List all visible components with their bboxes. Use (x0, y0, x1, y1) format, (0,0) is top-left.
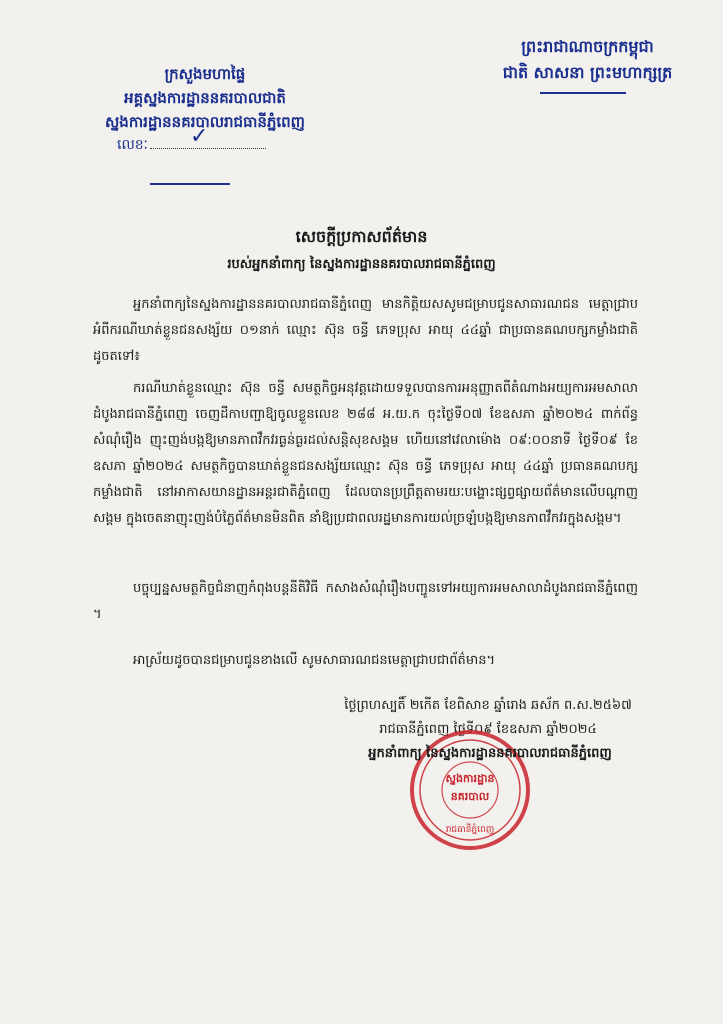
kingdom-header (470, 34, 705, 86)
kingdom-divider (540, 92, 626, 94)
kingdom-line-1: ព្រះរាជាណាចក្រកម្ពុជា (521, 37, 654, 56)
document-subtitle: របស់អ្នកនាំពាក្យ នៃស្នងការដ្ឋាននគរបាលរាជធានីភ្នំពេញ (227, 257, 496, 272)
paragraph-2: ករណីឃាត់ខ្លួនឈ្មោះ ស៊ុន ចន្ធី សមត្ថកិច្ចអនុវត្តដោយទទួលបានការអនុញ្ញាតពីតំណាងអយ្យការអមសាលាដំបូងរាជធានីភ្នំពេញ ចេញដីកាបញ្ជាឱ្យចូលខ្លួនលេខ ២៨៨ អ.យ.ក ចុះថ្ងៃទី០៧ ខែឧសភា ឆ្នាំ២០២៤ ពាក់ព័ន្ធសំណុំរឿង ញុះញង់បង្កឱ្យមានភាពវឹកវរធ្ងន់ធ្ងរដល់សន្តិសុខសង្គម ហើយនៅវេលាម៉ោង ០៩:០០នាទី ថ្ងៃទី០៩ ខែឧសភា ឆ្នាំ២០២៤ សមត្ថកិច្ចបានឃាត់ខ្លួនជនសង្ស័យឈ្មោះ ស៊ុន ចន្ធី ភេទប្រុស អាយុ ៤៤ឆ្នាំ ប្រធានគណបក្សកម្លាំងជាតិ នៅអាកាសយានដ្ឋានអន្តរជាតិភ្នំពេញ ដែលបានប្រព្រឹត្តតាមរយៈបង្ហោះផ្សព្វផ្សាយព័ត៌មានលើបណ្តាញសង្គម ក្នុងចេតនាញុះញង់បំភ្លៃព័ត៌មានមិនពិត នាំឱ្យប្រជាពលរដ្ឋមានការយល់ច្រឡំបង្កឱ្យមានភាពវឹកវរក្នុងសង្គម។ (93, 381, 638, 526)
ministry-line-3: ស្នងការដ្ឋាននគរបាលរាជធានីភ្នំពេញ (105, 113, 305, 131)
paragraph-4: អាស្រ័យដូចបានជម្រាបជូនខាងលើ សូមសាធារណជនមេត្តាជ្រាបជាព័ត៌មាន។ (133, 653, 496, 668)
check-mark-icon: ✓ (189, 124, 209, 149)
date-solar: រាជធានីភ្នំពេញ ថ្ងៃទី០៩ ខែឧសភា ឆ្នាំ២០២៤ (379, 722, 597, 737)
document-title: សេចក្តីប្រកាសព័ត៌មាន (295, 227, 428, 246)
reference-dots (150, 124, 266, 149)
seal-text-bottom: រាជធានីភ្នំពេញ (445, 825, 495, 835)
ministry-divider (150, 183, 230, 185)
signature-title: អ្នកនាំពាក្យ នៃស្នងការដ្ឋាននគរបាលរាជធានីភ្នំពេញ (368, 746, 612, 761)
ministry-line-2: អគ្គស្នងការដ្ឋាននគរបាលជាតិ (124, 89, 286, 107)
ministry-line-1: ក្រសួងមហាផ្ទៃ (164, 65, 246, 83)
reference-number (117, 124, 266, 156)
kingdom-line-2: ជាតិ សាសនា ព្រះមហាក្សត្រ (502, 63, 673, 82)
seal-text-top: ស្នងការដ្ឋាន (445, 772, 495, 785)
seal-text-mid: នគរបាល (450, 790, 490, 803)
date-lunar: ថ្ងៃព្រហស្បតិ៍ ២កើត ខែពិសាខ ឆ្នាំរោង ឆស័ក ព.ស.២៥៦៧ (344, 698, 632, 713)
reference-label: លេខៈ (117, 137, 148, 153)
paragraph-3: បច្ចុប្បន្នសមត្ថកិច្ចជំនាញកំពុងបន្តនីតិវិធី កសាងសំណុំរឿងបញ្ជូនទៅអយ្យការអមសាលាដំបូងរាជធានីភ្នំពេញ ។ (93, 581, 638, 622)
paragraph-1: អ្នកនាំពាក្យនៃស្នងការដ្ឋាននគរបាលរាជធានីភ្នំពេញ មានកិត្តិយសសូមជម្រាបជូនសាធារណជន មេត្តាជ្រាបអំពីករណីឃាត់ខ្លួនជនសង្ស័យ ០១នាក់ ឈ្មោះ ស៊ុន ចន្ធី ភេទប្រុស អាយុ ៤៤ឆ្នាំ ជាប្រធានគណបក្សកម្លាំងជាតិ ដូចតទៅ៖ (93, 297, 638, 364)
